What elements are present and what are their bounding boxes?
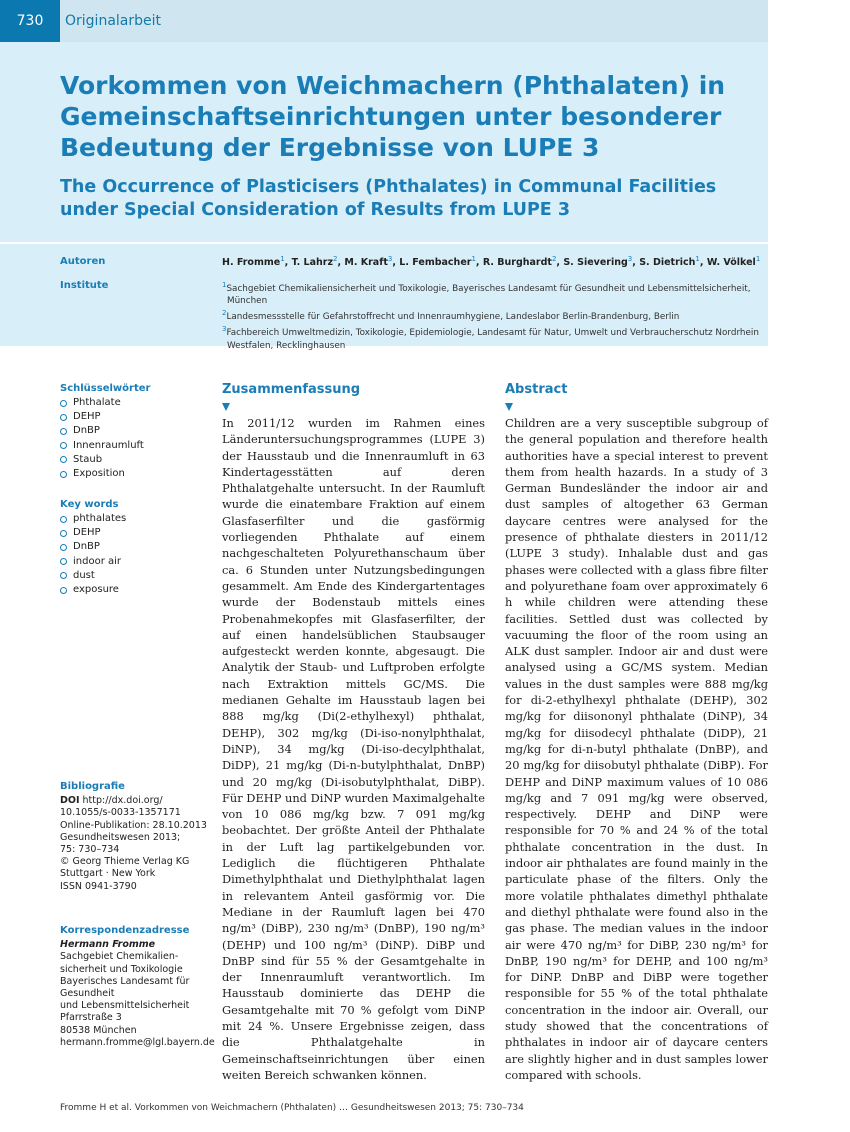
bibliography-line — [60, 832, 210, 844]
bibliography-text: Online-Publikation: 28.10.2013 — [60, 819, 207, 831]
bibliography-heading: Bibliografie — [60, 781, 125, 792]
keyword-label: DEHP — [73, 411, 101, 423]
author-affiliation: 2 — [551, 255, 557, 263]
correspondence-line: Bayerisches Landesamt für — [60, 975, 190, 987]
bullet-icon — [60, 516, 67, 523]
zusammenfassung-heading: Zusammenfassung — [222, 382, 361, 397]
institutes-list — [222, 279, 768, 352]
bullet-icon — [60, 442, 67, 449]
correspondence-line: sicherheit und Toxikologie — [60, 963, 183, 975]
keyword-item — [60, 540, 126, 554]
author-name: S. Sievering — [563, 257, 628, 269]
keyword-item — [60, 439, 144, 453]
abstract-heading: Abstract — [505, 382, 568, 397]
institute-text: Fachbereich Umweltmedizin, Toxikologie, Epidemiologie, Landesamt für Natur, Umwelt und Verbraucherschutz Nordrhein Westfalen, Recklinghausen — [226, 328, 759, 351]
keywords-de-heading: Schlüsselwörter — [60, 383, 151, 394]
institute-text: Sachgebiet Chemikaliensicherheit und Toxikologie, Bayerisches Landesamt für Gesundheit und Lebensmittelsicherheit, München — [226, 283, 751, 307]
correspondence-line: hermann.fromme@lgl.bayern.de — [60, 1036, 215, 1048]
bibliography-text: 75: 730–734 — [60, 844, 120, 856]
institute-item — [222, 279, 768, 307]
keyword-item — [60, 424, 144, 438]
bibliography-line — [60, 881, 210, 893]
bullet-icon — [60, 414, 67, 421]
bibliography-lines — [60, 795, 210, 893]
keyword-item — [60, 512, 126, 526]
keyword-item — [60, 410, 144, 424]
authors-label: Autoren — [60, 256, 106, 267]
author-name: W. Völkel — [706, 257, 756, 269]
keywords-en-heading: Key words — [60, 499, 119, 510]
keyword-label: Phthalate — [73, 397, 121, 408]
bullet-icon — [60, 428, 67, 435]
bibliography-block — [60, 781, 210, 893]
bibliography-line — [60, 868, 210, 880]
institute-number: 3 — [222, 325, 227, 334]
correspondence-heading: Korrespondenzadresse — [60, 925, 190, 936]
correspondence-block — [60, 925, 215, 1049]
bullet-icon — [60, 471, 67, 478]
author-name: T. Lahrz — [291, 257, 333, 269]
doi-label: DOI — [60, 795, 80, 807]
page-number: 730 — [0, 0, 60, 42]
correspondence-line: Gesundheit — [60, 988, 115, 1000]
bibliography-text: ISSN 0941-3790 — [60, 880, 137, 892]
author-affiliation: 3 — [387, 255, 393, 263]
title-german: Vorkommen von Weichmachern (Phthalaten) in Gemeinschaftseinrichtungen unter besonderer Bedeutung der Ergebnisse von LUPE 3 — [60, 71, 726, 162]
bibliography-text: © Georg Thieme Verlag KG — [60, 856, 190, 868]
abstract-text: Children are a very susceptible subgroup of the general population and therefore health authorities have a special interest to prevent them from health hazards. In a study of 3 German Bundesländer the indoor air and dust samples of altogether 63 German daycare centres were analysed for the presence of phthalate diesters in 2011/12 (LUPE 3 study). Inhalable dust and gas phases were collected with a glass fibre filter and polyurethane foam over approximately 6 h while children were attending these facilities. Settled dust was collected by vacuuming the floor of the room using an ALK dust sampler. Indoor air and dust were analysed using a GC/MS system. Median values in the dust samples were 888 mg/kg for di-2-ethylhexyl phthalate (DEHP), 302 mg/kg for diisononyl phthalate (DiNP), 34 mg/kg for diisodecyl phthalate (DiDP), 21 mg/kg for di-n-butyl phthalate (DnBP), and 20 mg/kg for diisobutyl phthalate (DiBP). For DEHP and DiNP maximum values of 10 086 mg/kg and 7 091 mg/kg were observed, respectively. DEHP and DiNP were responsible for 70 % and 24 % of the total phthalate concentration in the dust. In indoor air phthalates are found mainly in the particulate phase of the filters. Only the more volatile phthalates dimethyl phthalate and diethyl phthalate were found also in the gas phase. The median values in the indoor air were 470 ng/m³ for DiBP, 230 ng/m³ for DnBP, 190 ng/m³ for DEHP, and 100 ng/m³ for DiNP. DnBP and DiBP were together responsible for 55 % of the total phthalate concentration in the indoor air. Overall, our study showed that the concentrations of phthalates in indoor air of daycare centers are slightly higher and in dust samples lower compared with schools. — [505, 416, 768, 1082]
author-affiliation: 1 — [695, 255, 700, 263]
zusammenfassung-text: In 2011/12 wurden im Rahmen eines Länderuntersuchungsprogrammes (LUPE 3) der Hausstaub und die Innenraumluft in 63 Kindertagesstätten auf deren Phthalatgehalte untersucht. In der Raumluft wurde die einatembare Fraktion auf einem Glasfaserfilter und die gasförmig vorliegenden Phthalate auf einem nachgeschalteten Polyurethanschaum über ca. 6 Stunden unter Nutzungsbedingungen gesammelt. Am Ende des Kindergartentages wurde der Bodenstaub mittels eines Probenahmekopfes mit Glasfaserfilter, der auf einen handelsüblichen Staubsauger aufgesteckt werden konnte, abgesaugt. Die Analytik der Staub- und Luftproben erfolgte nach Extraktion mittels GC/MS. Die medianen Gehalte im Hausstaub lagen bei 888 mg/kg (Di(2-ethylhexyl) phthalat, DEHP), 302 mg/kg (Di-iso-nonylphthalat, DiNP), 34 mg/kg (Di-iso-decylphthalat, DiDP), 21 mg/kg (Di-n-butylphthalat, DnBP) und 20 mg/kg (Di-isobutylphthalat, DiBP). Für DEHP und DiNP wurden Maximalgehalte von 10 086 mg/kg bzw. 7 091 mg/kg beobachtet. Der größte Anteil der Phthalate in der Luft lag partikelgebunden vor. Lediglich die flüchtigeren Phthalate Dimethylphthalat und Diethylphthalat lagen in relevantem Anteil gasförmig vor. Die Mediane in der Raumluft lagen bei 470 ng/m³ (DiBP), 230 ng/m³ (DnBP), 190 ng/m³ (DEHP) und 100 ng/m³ (DiNP). DiBP und DnBP sind für 55 % der Gesamtgehalte in der Innenraumluft verantwortlich. Im Hausstaub dominierte das DEHP die Gesamtgehalte mit 70 % gefolgt vom DiNP mit 24 %. Unsere Ergebnisse zeigen, dass die Phthalatgehalte in Gemeinschaftseinrichtungen über einen weiten Bereich schwanken können. — [222, 416, 485, 1082]
correspondence-name: Hermann Fromme — [60, 939, 156, 951]
keyword-item — [60, 555, 126, 569]
institute-number: 1 — [222, 281, 227, 289]
author-affiliation: 3 — [627, 255, 633, 263]
bibliography-text: 10.1055/s-0033-1357171 — [60, 807, 181, 819]
author-name: L. Fembacher — [399, 257, 472, 269]
bibliography-line — [60, 844, 210, 856]
keyword-item — [60, 569, 126, 583]
bibliography-line[interactable] — [60, 795, 210, 807]
institute-text: Landesmessstelle für Gefahrstoffrecht und Innenraumhygiene, Landeslabor Berlin-Brandenburg, Berlin — [226, 312, 680, 323]
keyword-item — [60, 453, 144, 467]
correspondence-line: Sachgebiet Chemikalien- — [60, 951, 179, 963]
correspondence-line: und Lebensmittelsicherheit — [60, 1000, 190, 1012]
bibliography-text: Stuttgart · New York — [60, 868, 156, 880]
bibliography-line — [60, 820, 210, 832]
keyword-item — [60, 526, 126, 540]
keyword-item — [60, 396, 144, 410]
keyword-label: Innenraumluft — [73, 439, 144, 451]
author-name: M. Kraft — [344, 257, 388, 269]
keyword-label: Exposition — [73, 468, 125, 480]
abstract-arrow-icon — [505, 403, 513, 411]
authors-list: H. Fromme$^1$, T. Lahrz$^2$, M. Kraft$^3$, L. Fembacher$^1$, R. Burghardt$^2$, S. Sievering$^3$, S. Dietrich$^1$, W. Völkel$^1$ — [222, 255, 761, 269]
author-name: H. Fromme — [222, 257, 281, 269]
keyword-label: dust — [73, 569, 95, 581]
correspondence-line: 80538 München — [60, 1024, 137, 1036]
keyword-label: DnBP — [73, 425, 100, 437]
bullet-icon — [60, 530, 67, 537]
correspondence-line: Pfarrstraße 3 — [60, 1012, 122, 1024]
institute-item — [222, 307, 768, 323]
keywords-de-list — [60, 396, 144, 481]
zusammenfassung-arrow-icon — [222, 403, 230, 411]
author-affiliation: 1 — [280, 255, 285, 263]
bibliography-text: Gesundheitswesen 2013; — [60, 831, 181, 843]
keyword-label: Staub — [73, 453, 103, 465]
author-affiliation: 2 — [333, 255, 338, 263]
bullet-icon — [60, 558, 67, 565]
author-name: S. Dietrich — [639, 257, 696, 269]
keyword-label: DnBP — [73, 541, 100, 553]
bullet-icon — [60, 587, 67, 594]
title-english: The Occurrence of Plasticisers (Phthalates) in Communal Facilities under Special Consideration of Results from LUPE 3 — [60, 177, 717, 220]
bullet-icon — [60, 456, 67, 463]
bibliography-text: http://dx.doi.org/ — [82, 795, 163, 807]
section-label: Originalarbeit — [65, 13, 161, 29]
page-footer: Fromme H et al. Vorkommen von Weichmachern (Phthalaten) … Gesundheitswesen 2013; 75: 730–734 — [60, 1103, 524, 1113]
bibliography-line — [60, 807, 210, 819]
keyword-item — [60, 467, 144, 481]
keyword-item — [60, 583, 126, 597]
correspondence-lines — [60, 951, 215, 1049]
keyword-label: indoor air — [73, 555, 122, 567]
keyword-label: phthalates — [73, 513, 127, 524]
author-affiliation: 1 — [471, 255, 476, 263]
author-name: R. Burghardt — [482, 257, 552, 269]
keyword-label: exposure — [73, 584, 119, 596]
institutes-label: Institute — [60, 280, 109, 291]
bullet-icon — [60, 400, 67, 407]
author-affiliation: 1 — [755, 255, 761, 263]
keyword-label: DEHP — [73, 527, 101, 539]
bullet-icon — [60, 544, 67, 551]
institute-item — [222, 323, 768, 351]
keywords-en-list — [60, 512, 126, 597]
bullet-icon — [60, 572, 67, 579]
bibliography-line — [60, 856, 210, 868]
institute-number: 2 — [222, 309, 227, 318]
